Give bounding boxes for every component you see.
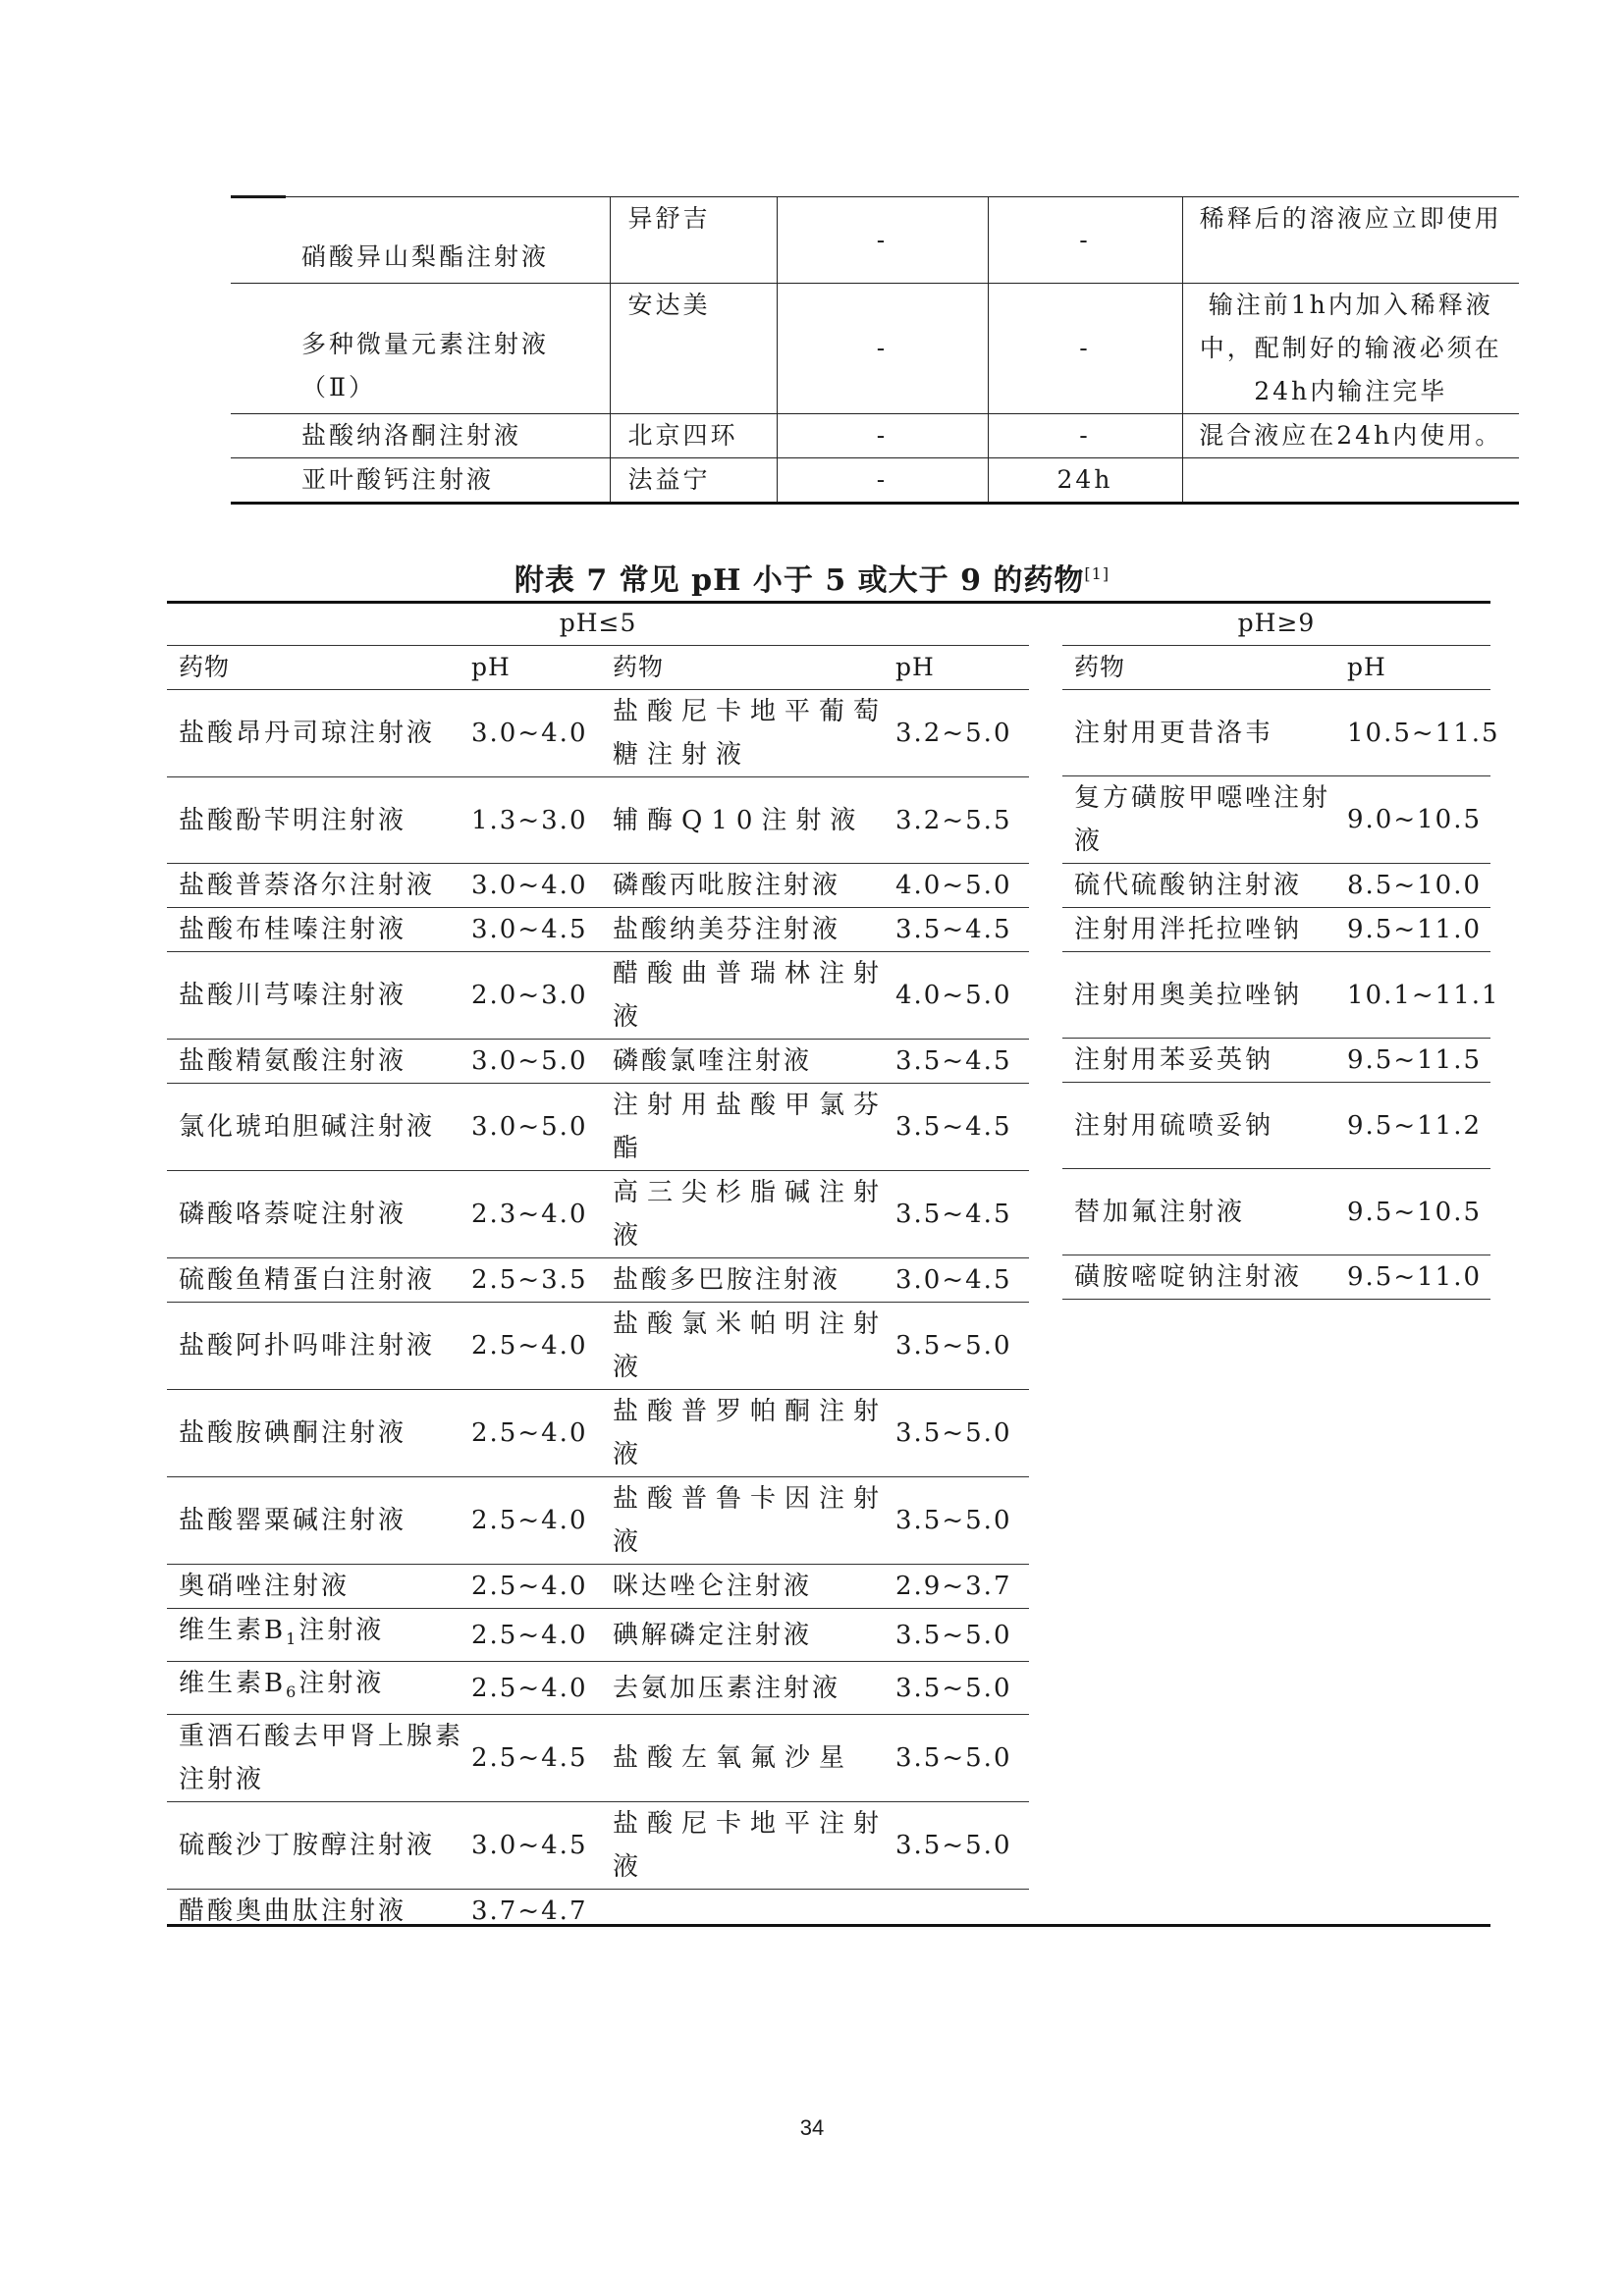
drug-cell: 硫酸鱼精蛋白注射液 [167,1258,463,1303]
table-row [1062,1083,1490,1169]
drug-cell: 盐酸尼卡地平注射液 [601,1802,888,1890]
drug-cell: 盐酸纳美芬注射液 [601,908,888,952]
ph-value-cell: 9.5~11.0 [1339,1255,1490,1300]
ph-high-group-label: pH≥9 [1062,602,1490,646]
storage-table-body [231,197,1519,504]
ph-value-cell: 9.5~11.2 [1339,1083,1490,1169]
ph-value-cell: 3.5~4.5 [888,908,1029,952]
drug-cell: 注射用泮托拉唑钠 [1062,908,1339,952]
ph-low-group-label: pH≤5 [167,602,1029,646]
drug-cell: 磷酸咯萘啶注射液 [167,1171,463,1258]
group-header-row [167,602,1029,646]
table-title: 附表 7 常见 pH 小于 5 或大于 9 的药物[1] [514,563,1110,598]
drug-cell: 盐酸尼卡地平葡萄糖注射液 [601,690,888,777]
ph-value-cell: 3.0~4.5 [463,1802,601,1890]
ph-value-cell: 1.3~3.0 [463,777,601,864]
ph-value-cell: 2.5~4.0 [463,1303,601,1390]
ph-value-cell: 3.2~5.5 [888,777,1029,864]
ph-value-cell: 2.5~4.5 [463,1715,601,1802]
drug-cell: 磺胺嘧啶钠注射液 [1062,1255,1339,1300]
drug-cell: 维生素$B_6$注射液 [167,1662,463,1715]
ph-high-body [1062,602,1500,1300]
drug-cell: 盐酸多巴胺注射液 [601,1258,888,1303]
brand-cell: 异舒吉 [610,197,777,284]
drug-cell: 盐酸胺碘酮注射液 [167,1390,463,1477]
ph-low-body [167,602,1029,1933]
ph-value-cell [888,1890,1029,1934]
drug-cell: 盐酸氯米帕明注射液 [601,1303,888,1390]
table-row [1062,952,1490,1039]
drug-cell: 氯化琥珀胆碱注射液 [167,1084,463,1171]
value-cell: - [988,414,1182,458]
value-cell: - [777,197,988,284]
ph-value-cell: 3.5~5.0 [888,1303,1029,1390]
ph-value-cell: 9.5~10.5 [1339,1169,1490,1255]
table-row [1062,690,1490,776]
drug-cell: 去氨加压素注射液 [601,1662,888,1715]
ph-value-cell: 3.0~4.5 [888,1258,1029,1303]
column-header: pH [888,646,1029,690]
drug-name-cell: 硝酸异山梨酯注射液 [231,197,610,284]
drug-cell: 盐酸罂粟碱注射液 [167,1477,463,1565]
ph-value-cell: 2.5~4.0 [463,1477,601,1565]
value-cell: - [988,284,1182,414]
drug-cell [601,1890,888,1934]
ph-value-cell: 10.5~11.5 [1339,690,1490,776]
table-row [167,864,1029,908]
drug-cell: 盐酸布桂嗪注射液 [167,908,463,952]
table-row [1062,908,1490,952]
drug-cell: 盐酸酚苄明注射液 [167,777,463,864]
table-row [1062,776,1490,864]
drug-cell: 盐酸昂丹司琼注射液 [167,690,463,777]
column-header: pH [463,646,601,690]
table-row [167,1258,1029,1303]
drug-cell: 硫代硫酸钠注射液 [1062,864,1339,908]
table-row [167,1565,1029,1609]
ph-value-cell: 3.5~5.0 [888,1477,1029,1565]
drug-cell: 盐酸普罗帕酮注射液 [601,1390,888,1477]
storage-table [231,196,1519,505]
table-row [167,1715,1029,1802]
drug-cell: 维生素$B_1$注射液 [167,1609,463,1662]
ph-value-cell: 2.5~4.0 [463,1609,601,1662]
table-row [1062,1169,1490,1255]
ph-value-cell: 3.5~5.0 [888,1609,1029,1662]
table-row [231,414,1519,458]
ph-value-cell: 3.7~4.7 [471,1896,588,1927]
value-cell: 24h [988,458,1182,504]
table-row [1062,1255,1490,1300]
drug-cell: 替加氟注射液 [1062,1169,1339,1255]
drug-cell: 注射用盐酸甲氯芬酯 [601,1084,888,1171]
drug-cell: 注射用奥美拉唑钠 [1062,952,1339,1039]
ph-value-cell: 4.0~5.0 [888,952,1029,1040]
table-row [231,458,1519,504]
drug-cell: 磷酸氯喹注射液 [601,1040,888,1084]
ph-value-cell: 3.5~5.0 [888,1662,1029,1715]
group-header-row [1062,602,1490,646]
table-row [167,690,1029,777]
table-row [231,284,1519,414]
ph-value-cell: 3.5~5.0 [888,1715,1029,1802]
value-cell: - [777,458,988,504]
table-row [1062,1039,1490,1083]
ph-value-cell: 3.5~4.5 [888,1040,1029,1084]
table-row [167,1084,1029,1171]
note-cell [1182,458,1519,504]
table-row [167,1390,1029,1477]
value-cell: - [988,197,1182,284]
note-cell: 稀释后的溶液应立即使用 [1182,197,1519,284]
drug-cell: 盐酸普鲁卡因注射液 [601,1477,888,1565]
ph-value-cell: 2.5~4.0 [463,1662,601,1715]
drug-cell: 磷酸丙吡胺注射液 [601,864,888,908]
drug-cell: 盐酸阿扑吗啡注射液 [167,1303,463,1390]
ph-value-cell: 2.5~3.5 [463,1258,601,1303]
ph-value-cell: 3.0~5.0 [463,1040,601,1084]
page-number: 34 [799,2115,825,2140]
table-row [167,1662,1029,1715]
drug-cell: 醋酸曲普瑞林注射液 [601,952,888,1040]
column-header: 药物 [1062,646,1339,690]
drug-cell: 盐酸普萘洛尔注射液 [167,864,463,908]
value-cell: - [777,414,988,458]
drug-cell: 注射用苯妥英钠 [1062,1039,1339,1083]
table-row [167,952,1029,1040]
ph-value-cell: 3.5~5.0 [888,1390,1029,1477]
ph-value-cell: 3.5~5.0 [888,1802,1029,1890]
ph-value-cell: 9.5~11.0 [1339,908,1490,952]
ph-value-cell: 2.5~4.0 [463,1565,601,1609]
drug-cell: 醋酸奥曲肽注射液 [179,1896,407,1927]
ph-value-cell: 10.1~11.1 [1339,952,1490,1039]
ph-value-cell: 2.9~3.7 [888,1565,1029,1609]
column-header: 药物 [167,646,463,690]
drug-cell: 盐酸川芎嗪注射液 [167,952,463,1040]
drug-cell: 重酒石酸去甲肾上腺素注射液 [167,1715,463,1802]
column-header-row [167,646,1029,690]
ph-value-cell: 2.5~4.0 [463,1390,601,1477]
table-row [231,197,1519,284]
column-header: pH [1339,646,1490,690]
ph-value-cell: 2.3~4.0 [463,1171,601,1258]
ph-value-cell: 3.0~5.0 [463,1084,601,1171]
note-cell: 输注前1h内加入稀释液中，配制好的输液必须在24h内输注完毕 [1182,284,1519,414]
ph-value-cell: 3.5~4.5 [888,1084,1029,1171]
drug-cell: 碘解磷定注射液 [601,1609,888,1662]
brand-cell: 北京四环 [610,414,777,458]
citation-ref: [1] [1084,564,1110,583]
ph-low-table [167,602,1029,1933]
table-row [167,1477,1029,1565]
table-row [167,1303,1029,1390]
ph-high-table [1062,602,1500,1300]
drug-cell: 复方磺胺甲噁唑注射液 [1062,776,1339,864]
ph-value-cell: 3.0~4.0 [463,690,601,777]
ph-value-cell: 3.2~5.0 [888,690,1029,777]
ph-value-cell: 9.0~10.5 [1339,776,1490,864]
ph-value-cell: 8.5~10.0 [1339,864,1490,908]
drug-cell: 注射用更昔洛韦 [1062,690,1339,776]
ph-value-cell: 3.5~4.5 [888,1171,1029,1258]
drug-cell: 盐酸左氧氟沙星 [601,1715,888,1802]
column-header: 药物 [601,646,888,690]
ph-value-cell: 4.0~5.0 [888,864,1029,908]
drug-name-cell: 亚叶酸钙注射液 [231,458,610,504]
column-header-row [1062,646,1490,690]
drug-cell: 咪达唑仑注射液 [601,1565,888,1609]
table-row [167,1802,1029,1890]
value-cell: - [777,284,988,414]
drug-cell: 硫酸沙丁胺醇注射液 [167,1802,463,1890]
table-row [167,1609,1029,1662]
brand-cell: 法益宁 [610,458,777,504]
brand-cell: 安达美 [610,284,777,414]
note-cell: 混合液应在24h内使用。 [1182,414,1519,458]
table-row [167,908,1029,952]
table-row [167,1040,1029,1084]
ph-value-cell: 2.0~3.0 [463,952,601,1040]
drug-cell: 高三尖杉脂碱注射液 [601,1171,888,1258]
drug-cell: 注射用硫喷妥钠 [1062,1083,1339,1169]
table-row [167,1890,1029,1934]
ph-value-cell: 9.5~11.5 [1339,1039,1490,1083]
drug-cell: 奥硝唑注射液 [167,1565,463,1609]
drug-cell: 盐酸精氨酸注射液 [167,1040,463,1084]
table-row [1062,864,1490,908]
drug-name-cell: 多种微量元素注射液（Ⅱ） [231,284,610,414]
table-row [167,1171,1029,1258]
ph-value-cell: 3.0~4.5 [463,908,601,952]
drug-cell: 辅酶Q10注射液 [601,777,888,864]
drug-name-cell: 盐酸纳洛酮注射液 [231,414,610,458]
table-row [167,777,1029,864]
ph-value-cell: 3.0~4.0 [463,864,601,908]
